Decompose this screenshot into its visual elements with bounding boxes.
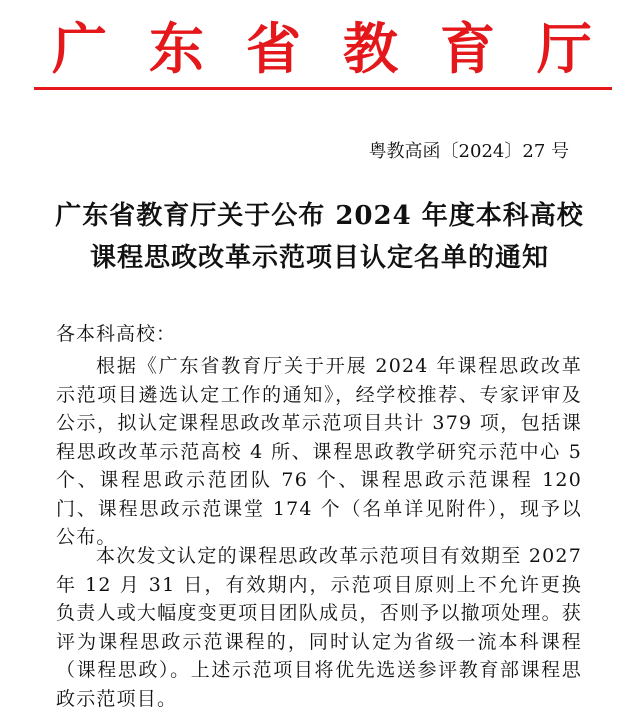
recipient-salutation: 各本科高校： <box>56 323 177 345</box>
letterhead-org-name <box>52 18 592 80</box>
org-char: 育 <box>439 16 495 81</box>
document-number: 粤教高函〔2024〕27 号 <box>368 141 569 162</box>
document-title <box>0 195 639 279</box>
org-char: 东 <box>148 16 204 81</box>
body-paragraph-1: 根据《广东省教育厅关于开展 2024 年课程思政改革示范项目遴选认定工作的通知》，经学校推荐、专家评审及公示，拟认定课程思政改革示范项目共计 379 项，包括课程思政改革示范高校 4 所、课程思政教学研究示范中心 5 个、课程思政示范团队 76 个、课程思政示范课程 120 门、课程思政示范课堂 174 个（名单详见附件），现予以公布。 <box>56 355 582 548</box>
org-char: 厅 <box>536 16 592 81</box>
org-char: 省 <box>245 16 301 81</box>
title-line-1: 广东省教育厅关于公布 2024 年度本科高校 <box>55 201 584 231</box>
letterhead-divider <box>34 87 612 90</box>
org-char: 广 <box>52 16 108 81</box>
title-line-2: 课程思政改革示范项目认定名单的通知 <box>89 243 549 273</box>
body-paragraph-2: 本次发文认定的课程思政改革示范项目有效期至 2027 年 12 月 31 日，有效期内，示范项目原则上不允许更换负责人或大幅度变更项目团队成员，否则予以撤项处理。获评为课程思政示范课程的，同时认定为省级一流本科课程（课程思政）。上述示范项目将优先选送参评教育部课程思政示范项目。 <box>56 545 582 710</box>
org-char: 教 <box>342 16 398 81</box>
letterhead <box>0 0 639 100</box>
